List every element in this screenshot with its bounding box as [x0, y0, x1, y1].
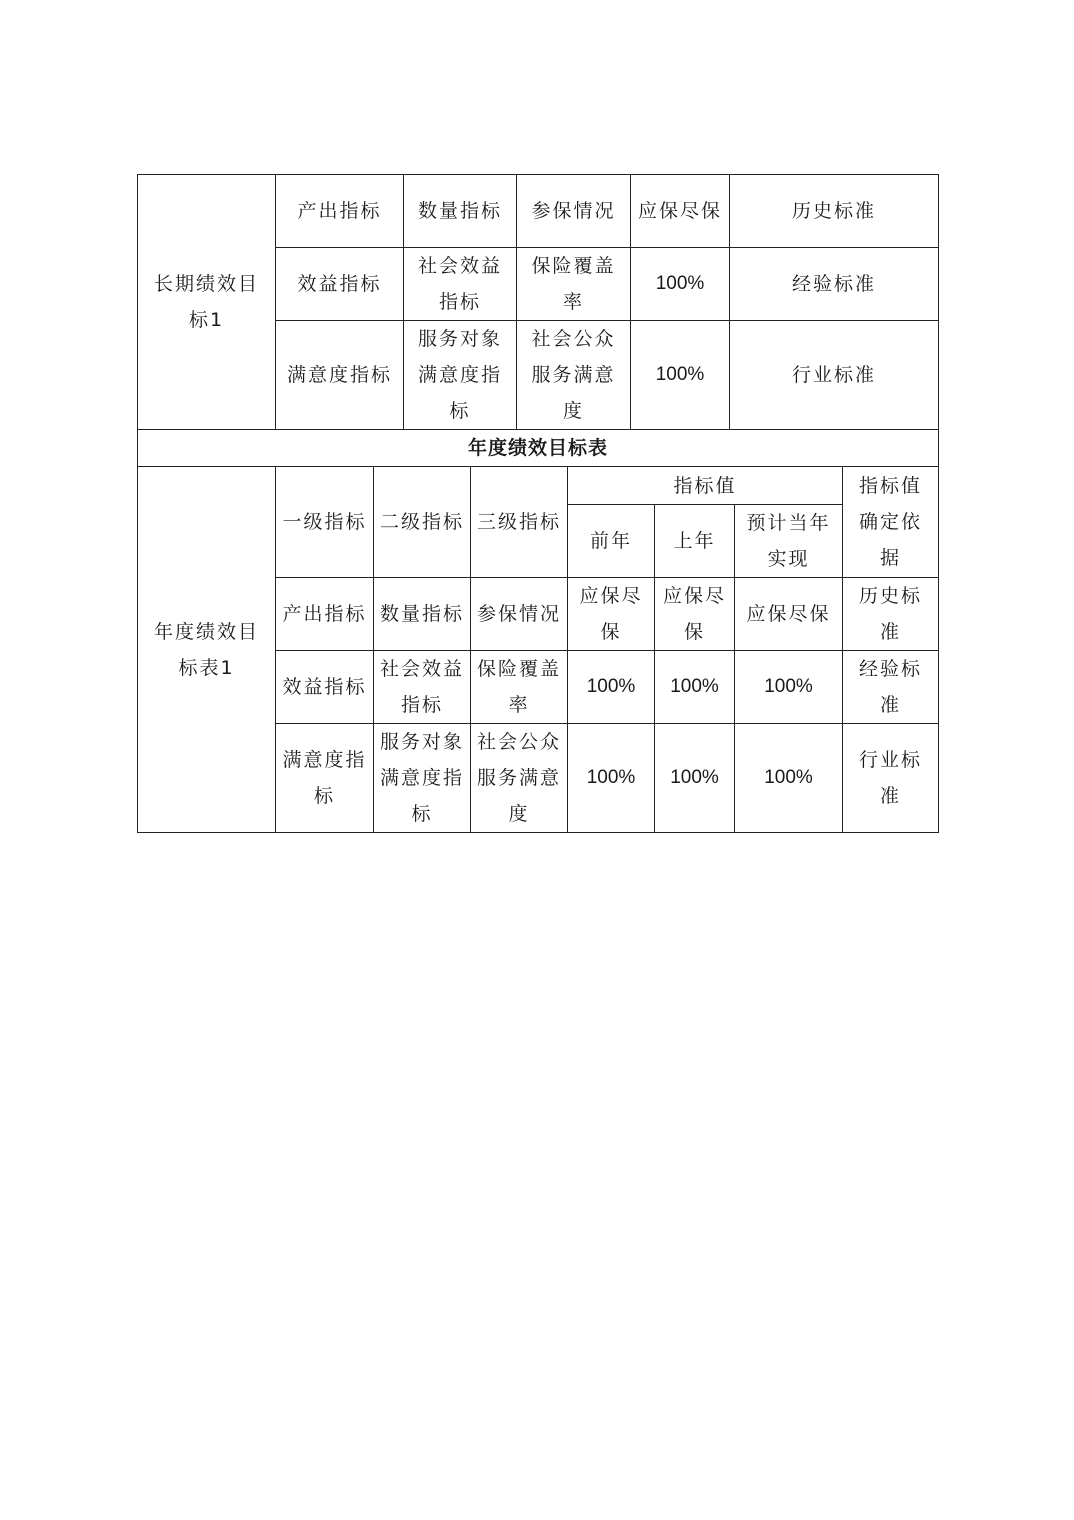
section-title: 年度绩效目标表 — [138, 430, 939, 467]
section-title-row — [138, 430, 939, 467]
header-basis: 指标值确定依据 — [843, 467, 939, 578]
level1-cell: 效益指标 — [276, 248, 404, 321]
value-cell: 100% — [631, 248, 730, 321]
header-row — [138, 467, 939, 505]
value-cell: 100% — [631, 321, 730, 430]
level1-cell: 效益指标 — [276, 651, 374, 724]
level1-cell: 产出指标 — [276, 175, 404, 248]
level3-cell: 保险覆盖率 — [517, 248, 631, 321]
basis-cell: 经验标准 — [843, 651, 939, 724]
level3-cell: 社会公众服务满意度 — [517, 321, 631, 430]
long-term-goal-table — [137, 174, 939, 430]
expected-cell: 100% — [735, 651, 843, 724]
prev-year-cell: 100% — [568, 724, 655, 833]
level2-cell: 服务对象满意度指标 — [404, 321, 517, 430]
level3-cell: 社会公众服务满意度 — [471, 724, 568, 833]
header-level3: 三级指标 — [471, 467, 568, 578]
header-level1: 一级指标 — [276, 467, 374, 578]
annual-row-header: 年度绩效目标表1 — [138, 467, 276, 833]
long-term-row-header: 长期绩效目标1 — [138, 175, 276, 430]
last-year-cell: 100% — [655, 724, 735, 833]
level3-cell: 保险覆盖率 — [471, 651, 568, 724]
level2-cell: 数量指标 — [404, 175, 517, 248]
basis-cell: 行业标准 — [730, 321, 939, 430]
last-year-cell: 100% — [655, 651, 735, 724]
level1-cell: 产出指标 — [276, 578, 374, 651]
level2-cell: 服务对象满意度指标 — [374, 724, 471, 833]
level2-cell: 社会效益指标 — [404, 248, 517, 321]
header-last-year: 上年 — [655, 505, 735, 578]
level1-cell: 满意度指标 — [276, 321, 404, 430]
basis-cell: 经验标准 — [730, 248, 939, 321]
basis-cell: 历史标准 — [843, 578, 939, 651]
annual-goal-table — [137, 429, 939, 833]
level2-cell: 社会效益指标 — [374, 651, 471, 724]
expected-cell: 100% — [735, 724, 843, 833]
level3-cell: 参保情况 — [471, 578, 568, 651]
header-level2: 二级指标 — [374, 467, 471, 578]
header-expected: 预计当年实现 — [735, 505, 843, 578]
expected-cell: 应保尽保 — [735, 578, 843, 651]
prev-year-cell: 应保尽保 — [568, 578, 655, 651]
prev-year-cell: 100% — [568, 651, 655, 724]
value-cell: 应保尽保 — [631, 175, 730, 248]
header-value-group: 指标值 — [568, 467, 843, 505]
last-year-cell: 应保尽保 — [655, 578, 735, 651]
header-prev-year: 前年 — [568, 505, 655, 578]
basis-cell: 行业标准 — [843, 724, 939, 833]
level3-cell: 参保情况 — [517, 175, 631, 248]
level1-cell: 满意度指标 — [276, 724, 374, 833]
table-row — [138, 175, 939, 248]
basis-cell: 历史标准 — [730, 175, 939, 248]
level2-cell: 数量指标 — [374, 578, 471, 651]
